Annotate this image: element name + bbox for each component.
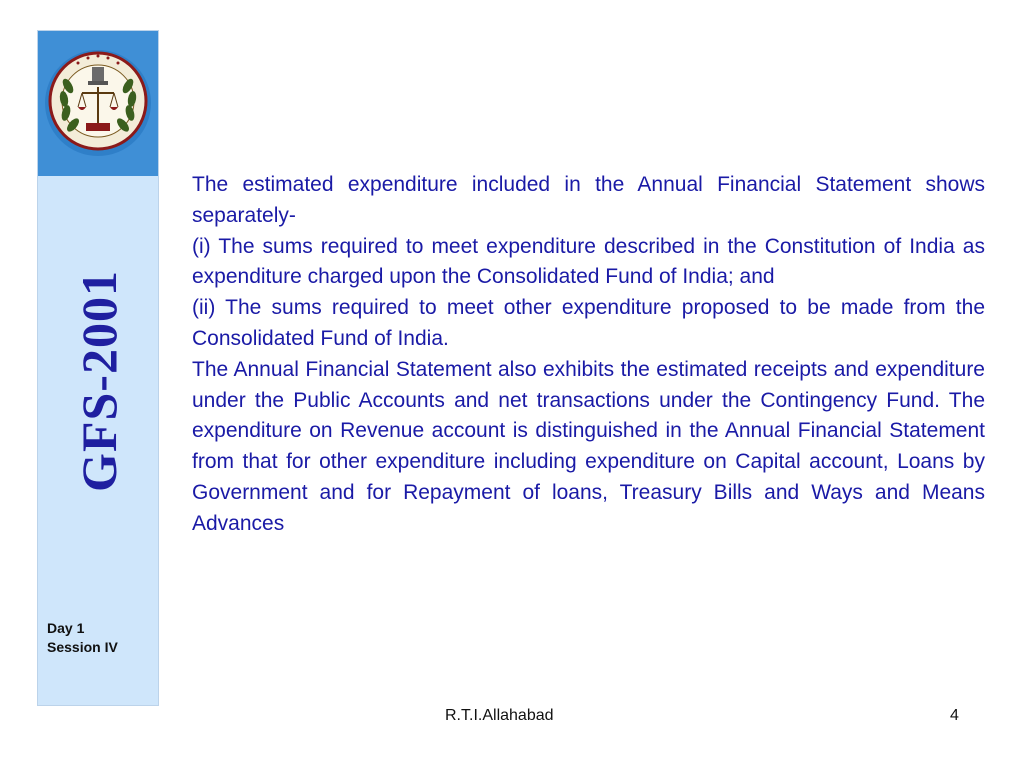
footer-organization: R.T.I.Allahabad [445,707,554,724]
logo-area [38,31,158,176]
sidebar-panel [37,30,159,706]
paragraph-item-ii: (ii) The sums required to meet other expenditure proposed to be made from the Consolidated Fund of India. [192,296,985,350]
paragraph-intro: The estimated expenditure included in the Annual Financial Statement shows separately- [192,173,985,227]
page-number: 4 [950,707,959,724]
slide-body [192,170,985,540]
session-label [47,619,118,657]
vertical-title-container [44,231,154,531]
paragraph-statement: The Annual Financial Statement also exhibits the estimated receipts and expenditure under the Public Accounts and net transactions under the Contingency Fund. The expenditure on Revenue account is distinguished in the Annual Financial Statement from that for other expenditure including expenditure on Capital account, Loans by Government and for Repayment of loans, Treasury Bills and Ways and Means Advances [192,357,985,535]
paragraph-item-i: (i) The sums required to meet expenditure described in the Constitution of India as expenditure charged upon the Consolidated Fund of India; and [192,234,985,289]
emblem-seal-icon [38,31,158,176]
session-number-label: Session IV [47,639,118,655]
day-label: Day 1 [47,620,85,636]
vertical-title: GFS-2001 [71,270,127,492]
